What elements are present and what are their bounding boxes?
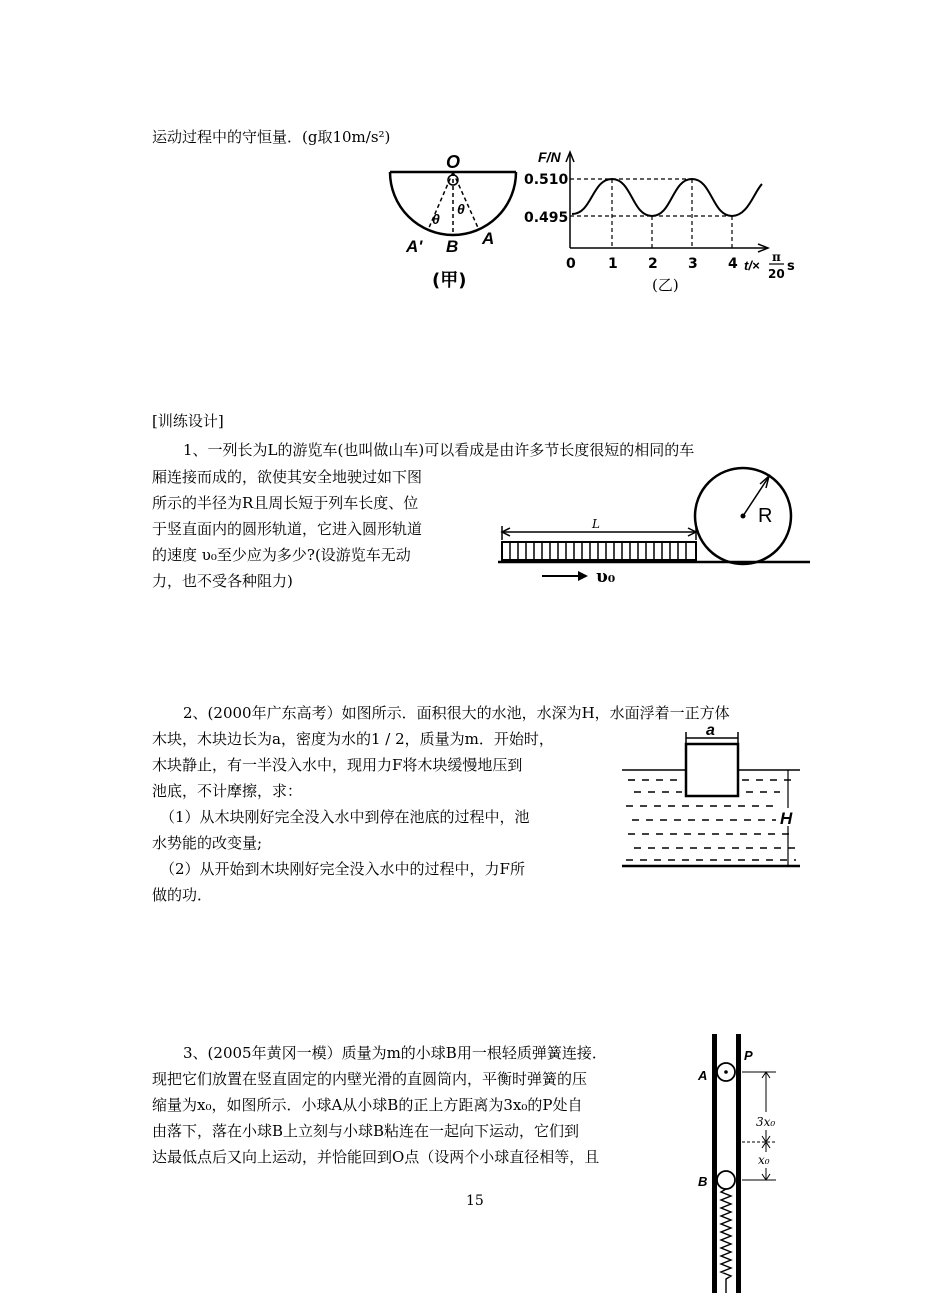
figure-q3-tube	[696, 1030, 802, 1293]
label-a-side: a	[706, 722, 715, 739]
label-x0: x₀	[758, 1153, 770, 1167]
q2-line-1: 2、(2000年广东高考）如图所示．面积很大的水池，水深为H，水面浮着一正方体	[183, 704, 730, 722]
q3-line-4: 由落下，落在小球B上立刻与小球B粘连在一起向下运动，它们到	[152, 1122, 580, 1140]
label-b: B	[446, 237, 459, 256]
q2-line-3: 木块静止，有一半没入水中，现用力F将木块缓慢地压到	[152, 756, 523, 774]
figure-jia	[384, 148, 524, 294]
label-p: P	[744, 1048, 753, 1063]
x-axis-unit: s	[787, 259, 795, 274]
x-tick-1: 1	[608, 256, 618, 272]
q1-line-6: 力，也不受各种阻力)	[152, 572, 293, 590]
q2-line-6: 水势能的改变量;	[152, 834, 263, 852]
label-v0: υ₀	[596, 567, 616, 587]
q3-line-2: 现把它们放置在竖直固定的内壁光滑的直圆筒内，平衡时弹簧的压	[152, 1070, 588, 1088]
x-tick-0: 0	[566, 256, 576, 272]
q1-line-1: 1、一列长为L的游览车(也叫做山车)可以看成是由许多节长度很短的相同的车	[183, 441, 695, 459]
q2-line-2: 木块，木块边长为a，密度为水的1 / 2，质量为m．开始时，	[152, 730, 554, 748]
q1-line-2: 厢连接而成的，欲使其安全地驶过如下图	[152, 468, 423, 486]
label-o: O	[446, 152, 461, 172]
x-axis-frac-den: 20	[768, 267, 785, 281]
label-a-prime: A'	[406, 237, 423, 256]
q2-line-4: 池底，不计摩擦，求：	[152, 782, 303, 800]
label-ball-b: B	[698, 1174, 708, 1189]
x-axis-label: t/×	[744, 258, 760, 273]
caption-jia: (甲)	[432, 270, 467, 291]
q2-line-7: （2）从开始到木块刚好完全没入水中的过程中，力F所	[160, 860, 525, 878]
q3-line-3: 缩量为x₀，如图所示．小球A从小球B的正上方距离为3x₀的P处自	[152, 1096, 583, 1114]
figure-q2-pool	[620, 722, 806, 868]
q1-line-4: 于竖直面内的圆形轨道，它进入圆形轨道	[152, 520, 423, 538]
q3-line-1: 3、(2005年黄冈一模）质量为m的小球B用一根轻质弹簧连接．	[183, 1044, 607, 1062]
x-tick-3: 3	[688, 256, 698, 272]
q1-line-5: 的速度 υ₀至少应为多少?(设游览车无动	[152, 546, 411, 564]
x-axis-frac-num: π	[772, 250, 781, 264]
q3-line-5: 达最低点后又向上运动，并恰能回到O点（设两个小球直径相等，且	[152, 1148, 600, 1166]
figure-yi	[522, 148, 812, 296]
q2-line-5: （1）从木块刚好完全没入水中到停在池底的过程中，池	[160, 808, 530, 826]
section-heading: [训练设计]	[152, 412, 224, 430]
figure-q1-loop-track	[496, 462, 812, 594]
label-3x0: 3x₀	[756, 1115, 776, 1129]
page-number: 15	[466, 1193, 484, 1209]
label-a: A	[482, 229, 495, 248]
y-tick-0510: 0.510	[524, 172, 569, 188]
y-tick-0495: 0.495	[524, 210, 569, 226]
label-ball-a: A	[698, 1068, 708, 1083]
label-l: L	[592, 517, 600, 531]
label-h: H	[780, 809, 793, 828]
q2-line-8: 做的功．	[152, 886, 213, 904]
y-axis-label: F/N	[538, 149, 561, 165]
label-r: R	[758, 505, 773, 527]
label-theta-left: θ	[432, 211, 440, 227]
label-theta-right: θ	[457, 201, 465, 217]
x-tick-2: 2	[648, 256, 658, 272]
x-tick-4: 4	[728, 256, 738, 272]
q1-line-3: 所示的半径为R且周长短于列车长度、位	[152, 494, 419, 512]
intro-line: 运动过程中的守恒量．(g取10m/s²)	[152, 128, 391, 146]
caption-yi: (乙)	[652, 276, 679, 294]
